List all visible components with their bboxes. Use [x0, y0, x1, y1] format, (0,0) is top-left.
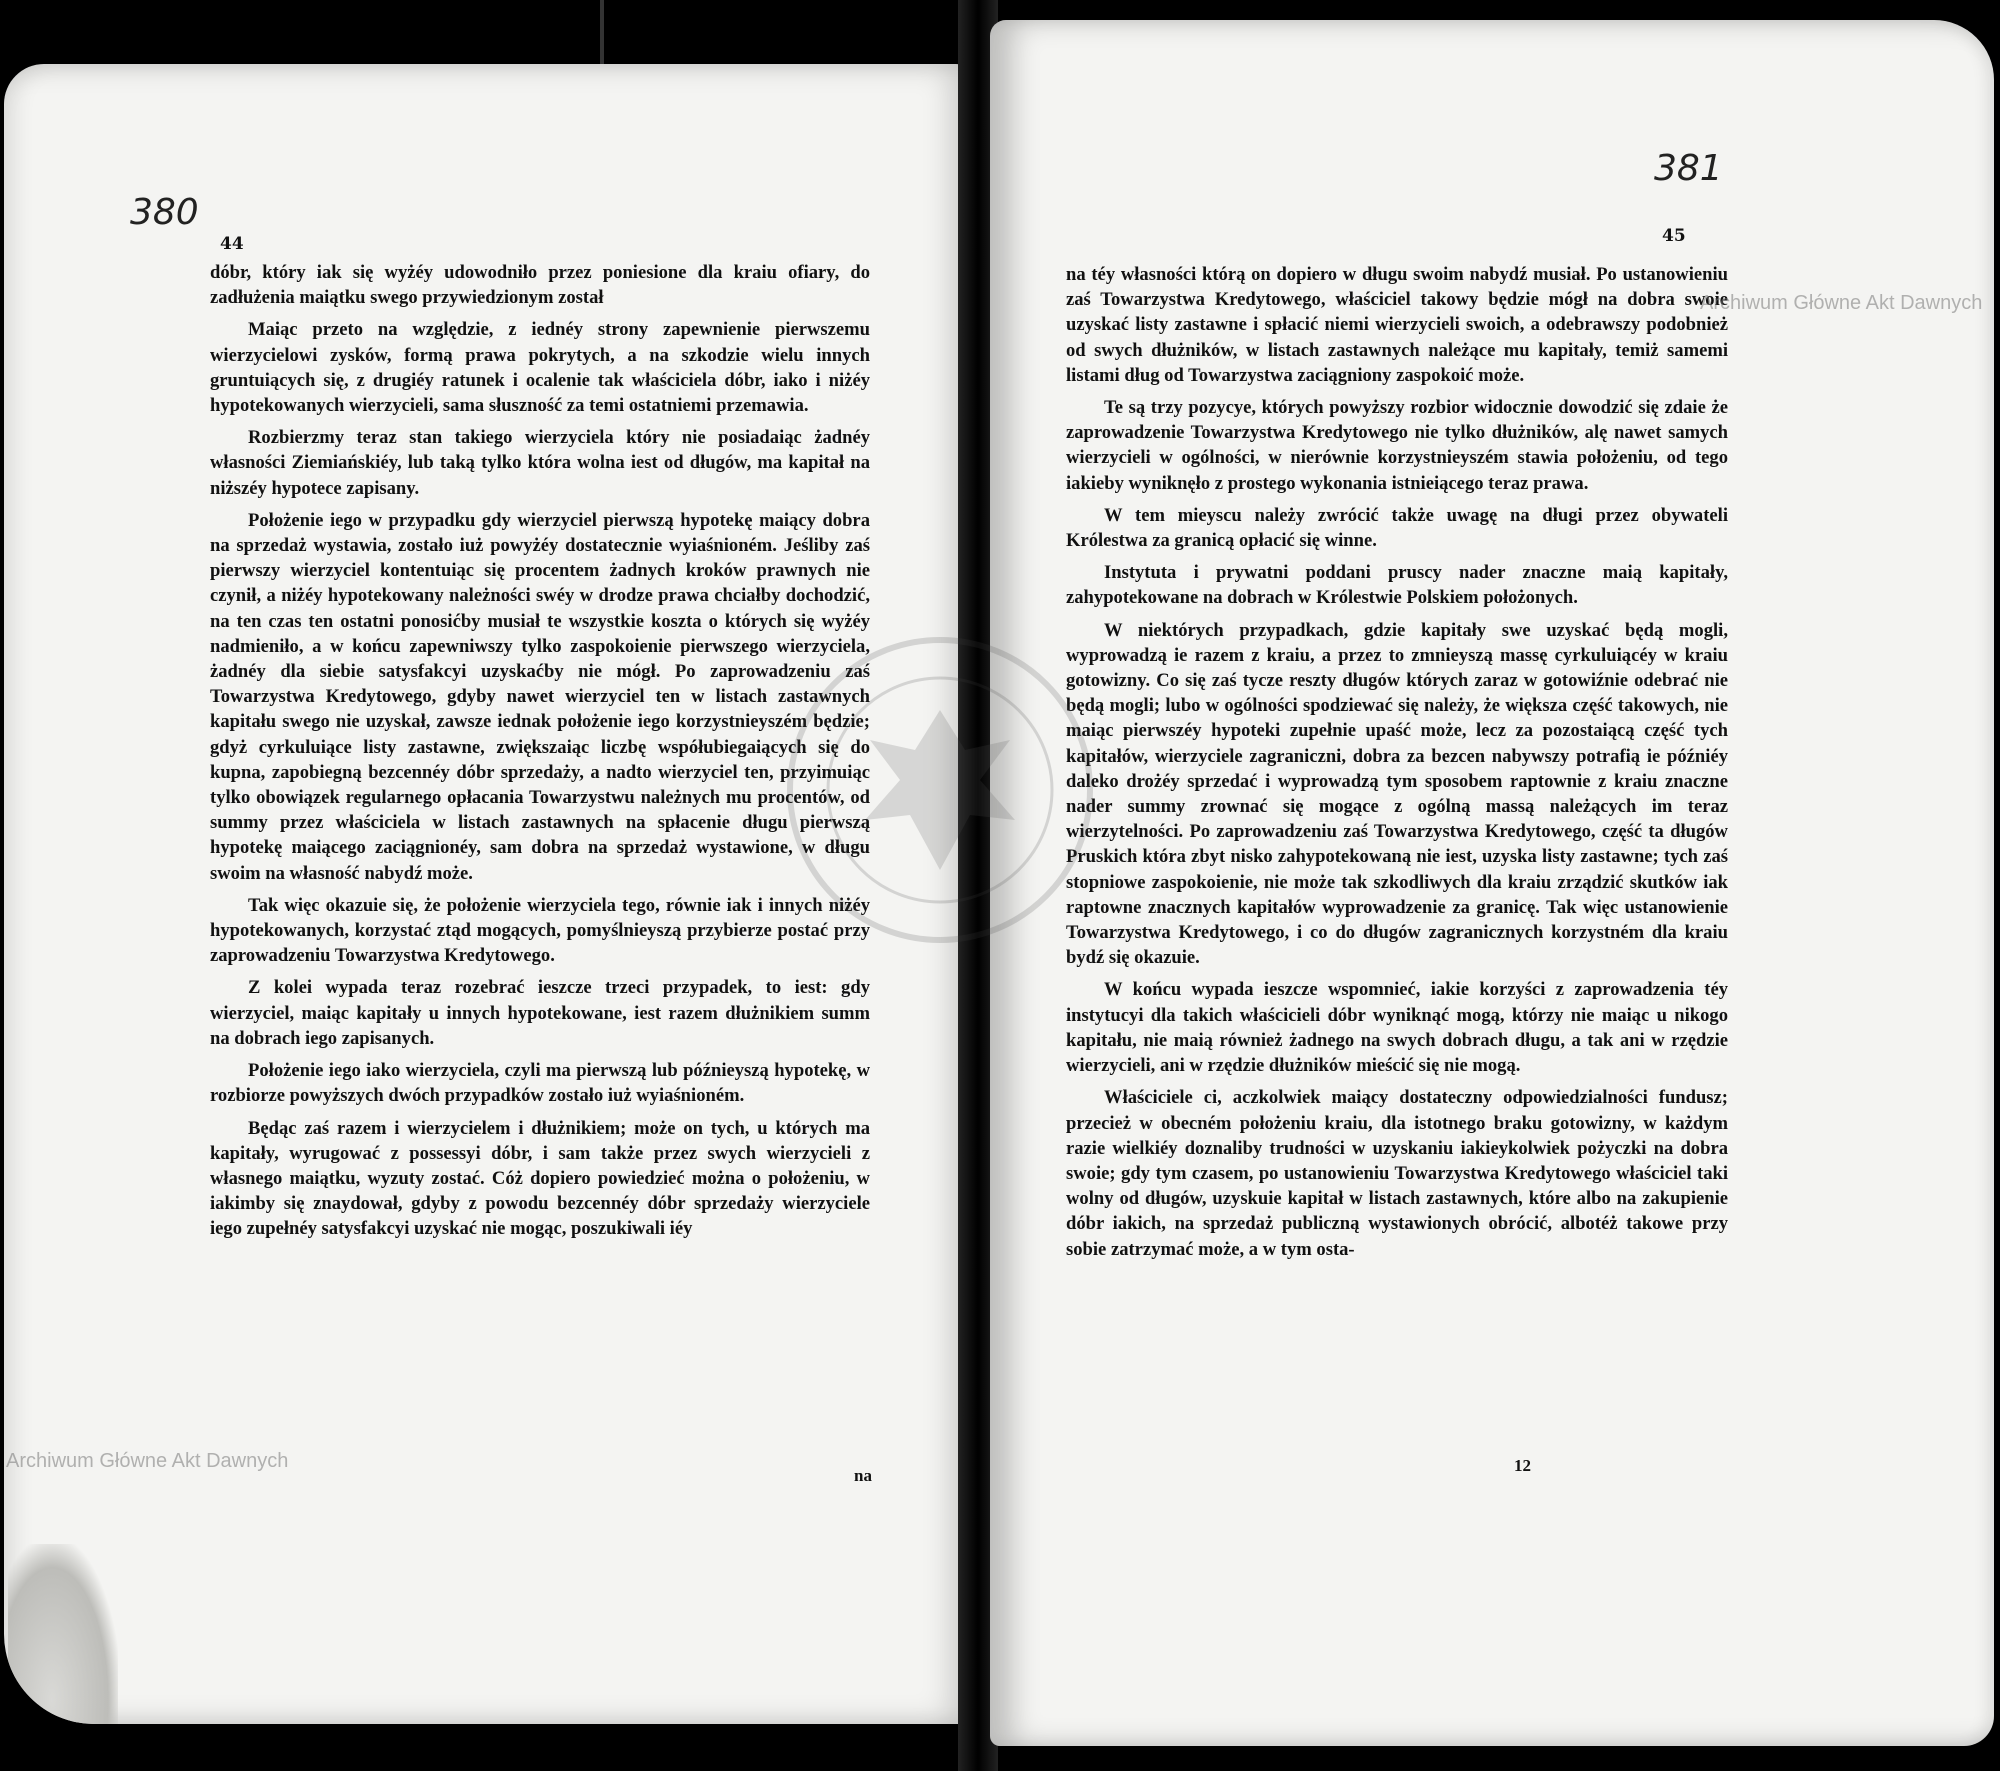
archive-watermark-right: Archiwum Główne Akt Dawnych: [1700, 292, 1983, 314]
paragraph: Tak więc okazuie się, że położenie wierzyciela tego, równie iak i innych niżéy hypotekowanych, korzystać ztąd mogących, pomyślnieyszą przybierze postać przy zaprowadzeniu Towarzystwa Kredytowego.: [210, 894, 870, 967]
page-stain: [8, 1544, 118, 1724]
paragraph: Z kolei wypada teraz rozebrać ieszcze trzeci przypadek, to iest: gdy wierzyciel, maiąc kapitały u innych hypotekowane, iest razem dłużnikiem summ na dobrach iego zapisanych.: [210, 977, 870, 1049]
scan-artifact: [600, 0, 604, 64]
signature-mark: 12: [1514, 1456, 1531, 1475]
paragraph: Rozbierzmy teraz stan takiego wierzyciela który nie posiadaiąc żadnéy własności Ziemiańskiéy, lub taką tylko która wolna iest od długów, ma kapitał na niższéy hypotece zapisany.: [210, 427, 870, 499]
paragraph: Położenie iego iako wierzyciela, czyli ma pierwszą lub późnieyszą hypotekę, w rozbiorze powyższych dwóch przypadków zostało iuż wyiaśnioném.: [210, 1060, 870, 1107]
right-page-body: [1066, 262, 1728, 1269]
paragraph: Instytuta i prywatni poddani pruscy nader znaczne maią kapitały, zahypotekowane na dobrach w Królestwie Polskiem położonych.: [1066, 562, 1728, 609]
archive-watermark-left: Archiwum Główne Akt Dawnych: [6, 1450, 289, 1472]
paragraph: Położenie iego w przypadku gdy wierzyciel pierwszą hypotekę maiący dobra na sprzedaż wystawia, zostało iuż powyżéy dostatecznie wyiaśnioném. Jeśliby zaś pierwszy wierzyciel kontentuiąc się procentem żadnych kroków prawnych nie czynił, a niżéy hypotekowany należności swéy w drodze prawa chciałby dochodzić, na ten czas ten ostatni ponosićby musiał te wszystkie koszta o których się wyżéy nadmieniło, a w końcu zapewniwszy tylko zaspokoienie pierwszego wierzyciela, żadnéy dla siebie satysfakcyi uzyskaćby nie mógł. Po zaprowadzeniu zaś Towarzystwa Kredytowego, gdyby nawet wierzyciel ten w listach zastawnych kapitału swego nie uzyskał, zawsze iednak położenie iego korzystnieyszém będzie; gdyż cyrkuluiące listy zastawne, zwiększaiąc liczbę współubiegaiących się do kupna, zapobiegną bezcennéy dóbr sprzedaży, a nadto wierzyciel ten, przyimuiąc tylko obowiązek regularnego opłacania Towarzystwu należnych mu procentów, od summy przez właściciela w listach zastawnych na spłacenie długu pierwszą hypotekę maiącego zaciągnionéy, sam dobra na sprzedaż wystawione, w długu swoim na własność nabydź może.: [210, 509, 870, 884]
printed-page-number-right: 45: [1662, 226, 1686, 246]
catchword: na: [854, 1466, 872, 1485]
paragraph: Właściciele ci, aczkolwiek maiący dostateczny odpowiedzialności fundusz; przecież w obecném położeniu kraiu, dla istotnego braku gotowizny, w każdym razie wielkiéy doznaliby trudności w uzyskaniu iakieykolwiek pożyczki na dobra swoie; gdy tym czasem, po ustanowieniu Towarzystwa Kredytowego właściciel taki wolny od długów, uzyskuie kapitał w listach zastawnych, które albo na zakupienie dóbr iakich, na sprzedaż publiczną wystawionych obrócić, albotéż takowe przy sobie zatrzymać może, a w tym osta-: [1066, 1087, 1728, 1260]
archive-seal-stamp: [780, 630, 1100, 950]
paragraph: W niektórych przypadkach, gdzie kapitały swe uzyskać będą mogli, wyprowadzą ie razem z kraiu, a przez to zmnieyszą massę cyrkuluiącéy w kraiu gotowizny. Co się zaś tycze reszty długów których zaraz w gotowiźnie odebrać nie będą mogli; lubo w ogólności spodziewać się należy, że większa część takowych, nie maiąc pierwszéy hypoteki zupełnie upaść może, lecz za pozostaiącą część tych kapitałów, wierzyciele zagraniczni, dobra za bezcen nabywszy potrafią ie późniéy daleko drożéy sprzedać i wyprowadzą tym sposobem raptownie z kraiu znaczne nader summy zrownać się mogące z ogólną massą należących im teraz wierzytelności. Po zaprowadzeniu zaś Towarzystwa Kredytowego, część ta długów Pruskich która zbyt nisko zahypotekowaną nie iest, uzyska listy zastawne; tych zaś stopniowe zaspokoienie, nie może tak szkodliwych dla kraiu zrządzić skutków iak raptowne znacznych kapitałów wyprowadzenie za granicę. Tak więc ustanowienie Towarzystwa Kredytowego, i co do długów zagranicznych korzystném dla kraiu bydź się okazuie.: [1066, 619, 1728, 969]
paragraph: na téy własności którą on dopiero w długu swoim nabydź musiał. Po ustanowieniu zaś Towarzystwa Kredytowego, właściciel takowy będzie mógł na dobra swoie uzyskać listy zastawne i spłacić niemi wierzycieli swoich, a odebrawszy podobnież od swych dłużników, w listach zastawnych należące mu kapitały, temiż samemi listami dług od Towarzystwa zaciągniony zaspokoić może.: [1066, 264, 1728, 386]
paragraph: W tem mieyscu należy zwrócić także uwagę na długi przez obywateli Królestwa za granicą opłacić się winne.: [1066, 504, 1728, 552]
ms-page-number-left: 380: [130, 192, 199, 233]
ms-page-number-right: 381: [1654, 148, 1723, 189]
paragraph: Te są trzy pozycye, których powyższy rozbior widocznie dowodzić się zdaie że zaprowadzenie Towarzystwa Kredytowego nie tylko dłużników, alę nawet samych wierzycieli w ogólności, w nierównie korzystnieyszém stawia położeniu, od tego iakieby wyniknęło z prostego wykonania istnieiącego teraz prawa.: [1066, 397, 1728, 494]
right-page: [990, 20, 1994, 1746]
paragraph: Maiąc przeto na względzie, z iednéy strony zapewnienie pierwszemu wierzycielowi zysków, formą prawa pokrytych, a na szkodzie wielu innych gruntuiących się, z drugiéy ratunek i ocalenie tak właściciela dóbr, iako i niżéy hypotekowanych wierzycieli, sama słuszność za temi ostatniemi przemawia.: [210, 319, 870, 417]
paragraph: Będąc zaś razem i wierzycielem i dłużnikiem; może on tych, u których ma kapitały, wyrugować z possessyi dóbr, i sam także przez swych wierzycieli z własnego maiątku, wyzuty zostać. Cóż dopiero powiedzieć można o położeniu, w iakimby się znaydował, gdyby z powodu bezcennéy dóbr sprzedaży wierzyciele iego zupełnéy satysfakcyi uzyskać nie mogąc, poszukiwali iéy: [210, 1117, 870, 1240]
paragraph: dóbr, który iak się wyżéy udowodniło przez poniesione dla kraiu ofiary, do zadłużenia maiątku swego przywiedzionym został: [210, 262, 870, 309]
paragraph: W końcu wypada ieszcze wspomnieć, iakie korzyści z zaprowadzenia téy instytucyi dla takich właścicieli dóbr wyniknąć mogą, którzy nie maiąc u nikogo kapitału, nie maią również żadnego na swych dobrach długu, a tak ani w rzędzie wierzycieli, ani w rzędzie dłużników mieścić się nie mogą.: [1066, 979, 1728, 1077]
printed-page-number-left: 44: [220, 234, 244, 254]
left-page-body: [210, 260, 870, 1249]
